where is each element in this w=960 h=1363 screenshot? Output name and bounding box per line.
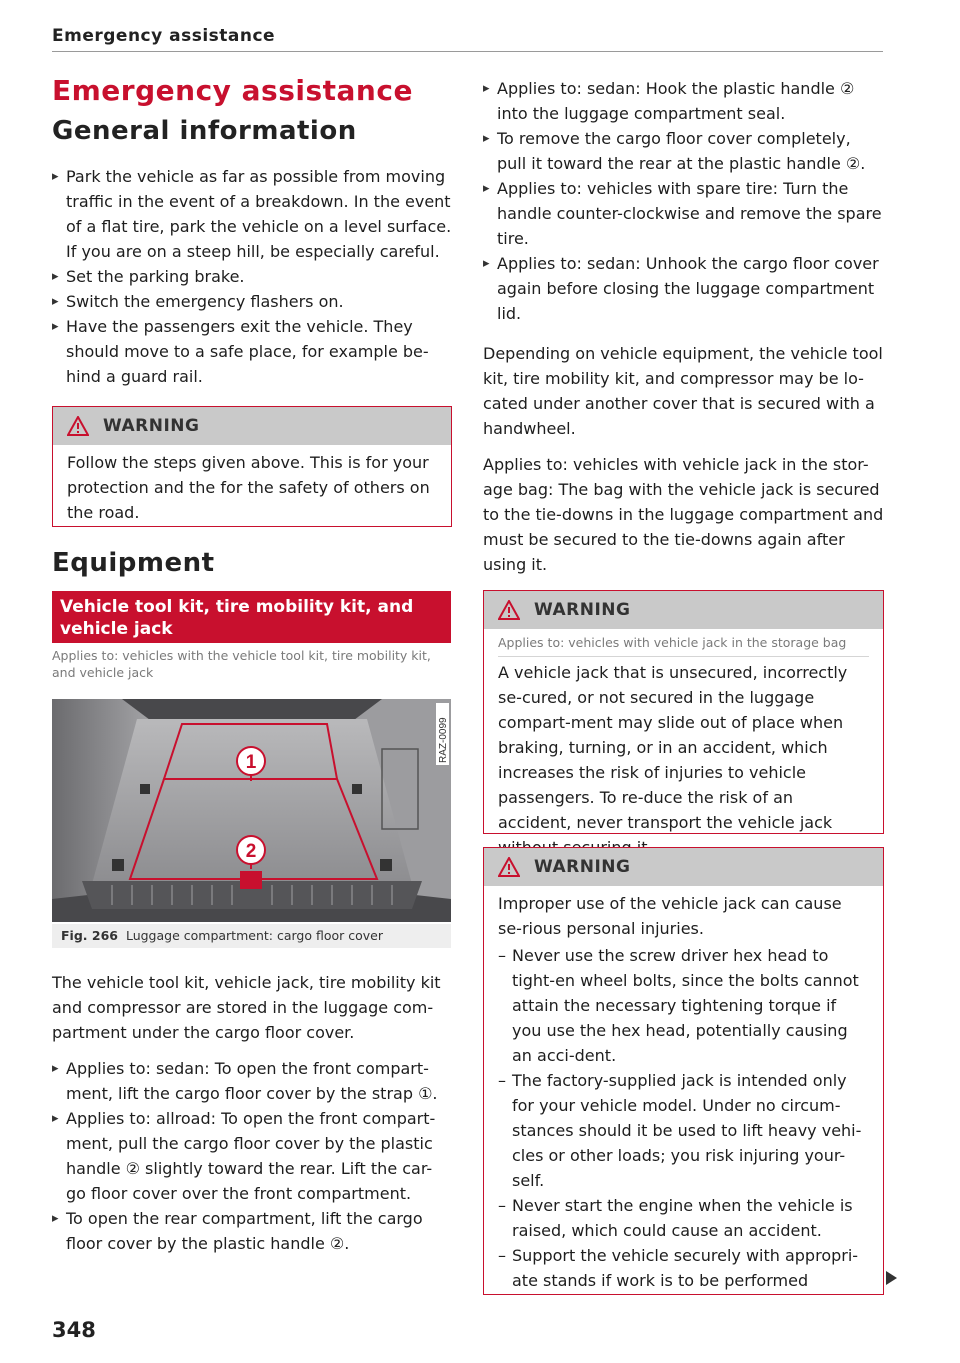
warning-header	[484, 591, 883, 629]
chapter-title: Emergency assistance	[52, 74, 413, 107]
warning-triangle-icon	[498, 600, 520, 620]
general-bullet-list	[52, 164, 452, 389]
warning-text: Follow the steps given above. This is for your protection and the for the safety of others on the road.	[67, 453, 430, 522]
list-item: – Never use the screw driver hex head to tight-en wheel bolts, since the bolts cannot attain the necessary tightening torque if you use the hex head, potentially causing an acci-dent.	[498, 943, 869, 1068]
list-item: ▸ Applies to: sedan: To open the front compart-ment, lift the cargo floor cover by the strap ①.	[52, 1056, 452, 1106]
equipment-intro: The vehicle tool kit, vehicle jack, tire mobility kit and compressor are stored in the luggage com-partment under the cargo floor cover.	[52, 973, 441, 1042]
warning-box-jack-storage	[483, 590, 884, 834]
jack-bag-paragraph: Applies to: vehicles with vehicle jack in the stor-age bag: The bag with the vehicle jack is secured to the tie-downs in the luggage compartment and must be secured to the tie-downs again after using it.	[483, 455, 884, 574]
warning-text: A vehicle jack that is unsecured, incorrectly se-cured, or not secured in the luggage compart-ment may slide out of place when braking, turning, or in an accident, which increases the risk of injuries to vehicle passengers. To re-duce the risk of an accident, never transport the vehicle jack	[498, 663, 848, 832]
list-item: – Support the vehicle securely with appropri-ate stands if work is to be performed	[498, 1243, 869, 1293]
warning-applies-note: Applies to: vehicles with vehicle jack in the storage bag	[498, 629, 869, 657]
warning-header	[484, 848, 883, 886]
list-item: ▸ Switch the emergency flashers on.	[52, 289, 452, 314]
right-bullet-list	[483, 76, 884, 326]
list-item: ▸ To remove the cargo floor cover completely, pull it toward the rear at the plastic handle ②.	[483, 126, 884, 176]
warning-content	[484, 886, 883, 1299]
list-item: ▸ Applies to: sedan: Unhook the cargo floor cover again before closing the luggage compartment lid.	[483, 251, 884, 326]
warning-title: WARNING	[534, 857, 631, 877]
figure-luggage-compartment	[52, 699, 451, 922]
warning-title: WARNING	[103, 416, 200, 436]
page-number: 348	[52, 1318, 96, 1342]
applies-to-note: Applies to: vehicles with the vehicle tool kit, tire mobility kit, and vehicle jack	[52, 648, 431, 680]
list-item: ▸ Set the parking brake.	[52, 264, 452, 289]
luggage-compartment-illustration	[52, 699, 451, 922]
list-item: ▸ Park the vehicle as far as possible from moving traffic in the event of a breakdown. In the event of a flat tire, park the vehicle on a level surface. If you are on a steep hill, be especially careful.	[52, 164, 452, 264]
list-item: ▸ Applies to: sedan: Hook the plastic handle ② into the luggage compartment seal.	[483, 76, 884, 126]
subsection-title-bar: Vehicle tool kit, tire mobility kit, and vehicle jack	[52, 591, 451, 643]
figure-code: RAZ-0099	[438, 717, 449, 763]
figure-label: Fig. 266	[61, 928, 118, 943]
warning-box-general	[52, 406, 452, 527]
figure-marker-2: 2	[245, 841, 257, 862]
warning-box-jack-use	[483, 847, 884, 1295]
warning-triangle-icon	[67, 416, 89, 436]
list-item: – The factory-supplied jack is intended only for your vehicle model. Under no circum-stances should it be used to lift heavy vehi-cles or other loads; you risk injuring your-self.	[498, 1068, 869, 1193]
list-item: ▸ Applies to: vehicles with spare tire: Turn the handle counter-clockwise and remove the spare tire.	[483, 176, 884, 251]
list-item: ▸ To open the rear compartment, lift the cargo floor cover by the plastic handle ②.	[52, 1206, 452, 1256]
warning-header	[53, 407, 451, 445]
list-item: ▸ Have the passengers exit the vehicle. They should move to a safe place, for example be-hind a guard rail.	[52, 314, 452, 389]
figure-caption-text: Luggage compartment: cargo floor cover	[125, 928, 383, 943]
header-divider	[52, 51, 883, 52]
warning-intro: Improper use of the vehicle jack can cause se-rious personal injuries.	[498, 894, 842, 938]
section-title-equipment: Equipment	[52, 548, 215, 578]
warning-content	[484, 629, 883, 866]
warning-title: WARNING	[534, 600, 631, 620]
warning-dash-list	[498, 943, 869, 1293]
continue-arrow-icon	[886, 1271, 897, 1285]
section-title-general: General information	[52, 116, 357, 146]
figure-caption	[52, 924, 451, 948]
list-item: ▸ Applies to: allroad: To open the front compart-ment, pull the cargo floor cover by the plastic handle ② slightly toward the rear. Lift the car-go floor cover over the front compartment.	[52, 1106, 452, 1206]
warning-triangle-icon	[498, 857, 520, 877]
list-item: – Never start the engine when the vehicle is raised, which could cause an accident.	[498, 1193, 869, 1243]
running-header: Emergency assistance	[52, 26, 276, 46]
storage-location-paragraph: Depending on vehicle equipment, the vehicle tool kit, tire mobility kit, and compressor may be lo-cated under another cover that is secured with a handwheel.	[483, 344, 883, 438]
equipment-bullet-list	[52, 1056, 452, 1256]
figure-marker-1: 1	[245, 752, 257, 773]
